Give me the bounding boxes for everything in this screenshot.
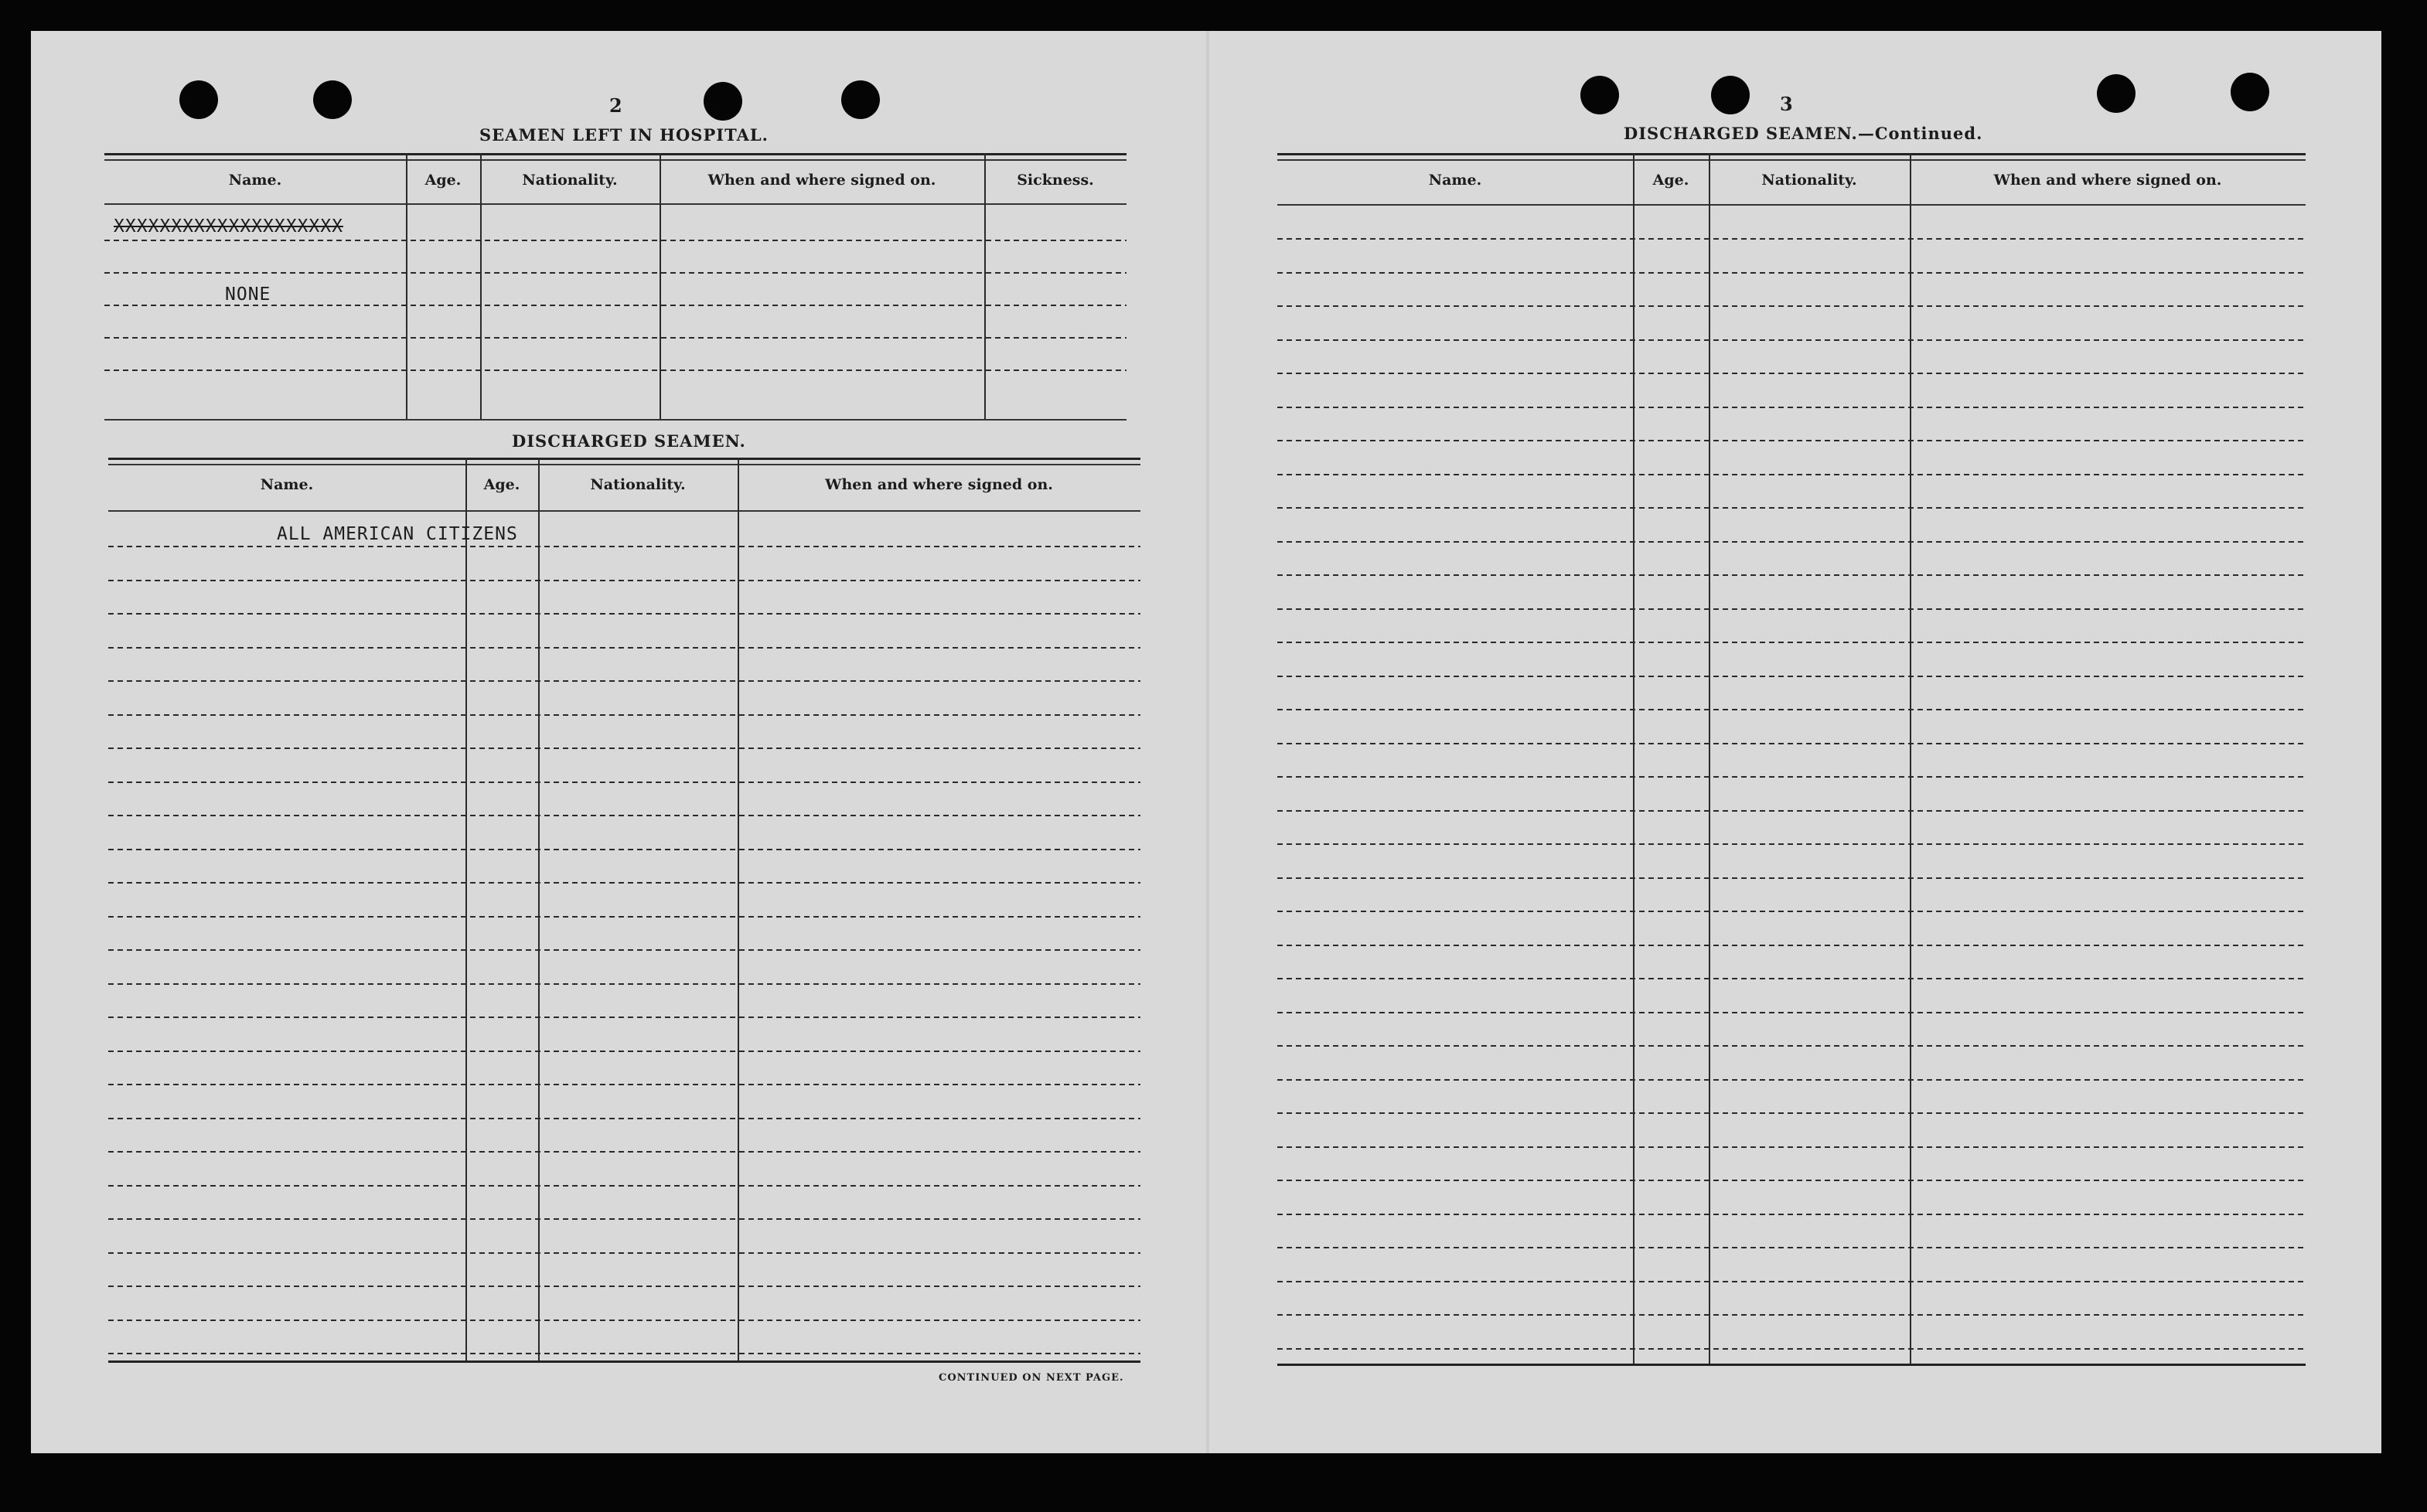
col-when-where: When and where signed on. [1993, 172, 2222, 189]
row-rule [1277, 474, 2306, 475]
row-rule [1277, 945, 2306, 946]
col-name: Name. [228, 172, 282, 189]
col-nationality: Nationality. [522, 172, 618, 189]
continued-note: CONTINUED ON NEXT PAGE. [939, 1372, 1124, 1384]
punch-hole [1580, 76, 1619, 114]
row-rule [1277, 1348, 2306, 1350]
row-rule [1277, 608, 2306, 610]
col-nationality: Nationality. [590, 476, 686, 493]
row-rule [1277, 339, 2306, 341]
row-rule [1277, 1314, 2306, 1316]
punch-hole [1711, 76, 1750, 114]
row-rule [1277, 1112, 2306, 1114]
page-fold [1206, 31, 1209, 1453]
right-section-title: DISCHARGED SEAMEN.—Continued. [1624, 124, 1983, 143]
row-rule [1277, 1012, 2306, 1013]
row-rule [108, 680, 1140, 682]
row-rule [1277, 1079, 2306, 1081]
hospital-table [104, 153, 1127, 422]
row-rule [1277, 911, 2306, 912]
discharged-section-title: DISCHARGED SEAMEN. [512, 431, 746, 451]
row-rule [1277, 1281, 2306, 1282]
col-when-where: When and where signed on. [825, 476, 1053, 493]
punch-hole [2231, 73, 2269, 111]
row-rule [1277, 1180, 2306, 1181]
col-name: Name. [1428, 172, 1482, 189]
row-rule [1277, 978, 2306, 979]
row-rule [108, 546, 1140, 547]
row-rule [108, 1320, 1140, 1321]
row-rule [1277, 676, 2306, 677]
hospital-section-title: SEAMEN LEFT IN HOSPITAL. [479, 125, 769, 145]
row-rule [1277, 776, 2306, 778]
punch-hole [704, 82, 742, 121]
discharged-table-left [108, 458, 1140, 1370]
row-rule [1277, 541, 2306, 543]
punch-hole [313, 80, 352, 119]
struck-entry: XXXXXXXXXXXXXXXXXXXX [114, 216, 343, 237]
row-rule [1277, 407, 2306, 408]
right-page-number: 3 [1780, 93, 1793, 115]
hospital-entry-none: NONE [225, 284, 271, 305]
row-rule [1277, 272, 2306, 274]
row-rule [1277, 810, 2306, 812]
punch-hole [841, 80, 880, 119]
row-rule [1277, 709, 2306, 710]
col-age: Age. [1652, 172, 1689, 189]
row-rule [108, 1218, 1140, 1220]
row-rule [1277, 1146, 2306, 1148]
row-rule [108, 1017, 1140, 1018]
row-rule [1277, 373, 2306, 374]
row-rule [1277, 642, 2306, 643]
row-rule [108, 613, 1140, 615]
row-rule [108, 949, 1140, 951]
discharged-table-right [1277, 153, 2306, 1371]
punch-hole [179, 80, 218, 119]
row-rule [108, 747, 1140, 749]
row-rule [108, 1051, 1140, 1052]
row-rule [1277, 1247, 2306, 1248]
row-rule [1277, 743, 2306, 744]
row-rule [108, 1151, 1140, 1153]
col-when-where: When and where signed on. [707, 172, 936, 189]
row-rule [1277, 1045, 2306, 1047]
row-rule [108, 815, 1140, 816]
row-rule [108, 849, 1140, 850]
row-rule [1277, 440, 2306, 441]
left-page-number: 2 [609, 94, 622, 117]
row-rule [108, 580, 1140, 581]
col-sickness: Sickness. [1017, 172, 1094, 189]
row-rule [1277, 305, 2306, 307]
row-rule [108, 1118, 1140, 1119]
row-rule [1277, 238, 2306, 240]
punch-hole [2097, 74, 2136, 113]
row-rule [108, 1084, 1140, 1085]
row-rule [108, 782, 1140, 783]
row-rule [1277, 1214, 2306, 1215]
row-rule [108, 1252, 1140, 1254]
row-rule [108, 916, 1140, 918]
row-rule [108, 714, 1140, 716]
row-rule [108, 647, 1140, 649]
row-rule [1277, 877, 2306, 879]
col-age: Age. [424, 172, 462, 189]
row-rule [108, 882, 1140, 884]
col-name: Name. [260, 476, 314, 493]
row-rule [108, 1353, 1140, 1354]
row-rule [1277, 843, 2306, 845]
row-rule [1277, 574, 2306, 576]
row-rule [108, 1185, 1140, 1187]
col-nationality: Nationality. [1761, 172, 1857, 189]
row-rule [1277, 507, 2306, 509]
discharged-entry: ALL AMERICAN CITIZENS [277, 524, 518, 544]
col-age: Age. [483, 476, 520, 493]
row-rule [108, 1286, 1140, 1287]
row-rule [108, 983, 1140, 985]
